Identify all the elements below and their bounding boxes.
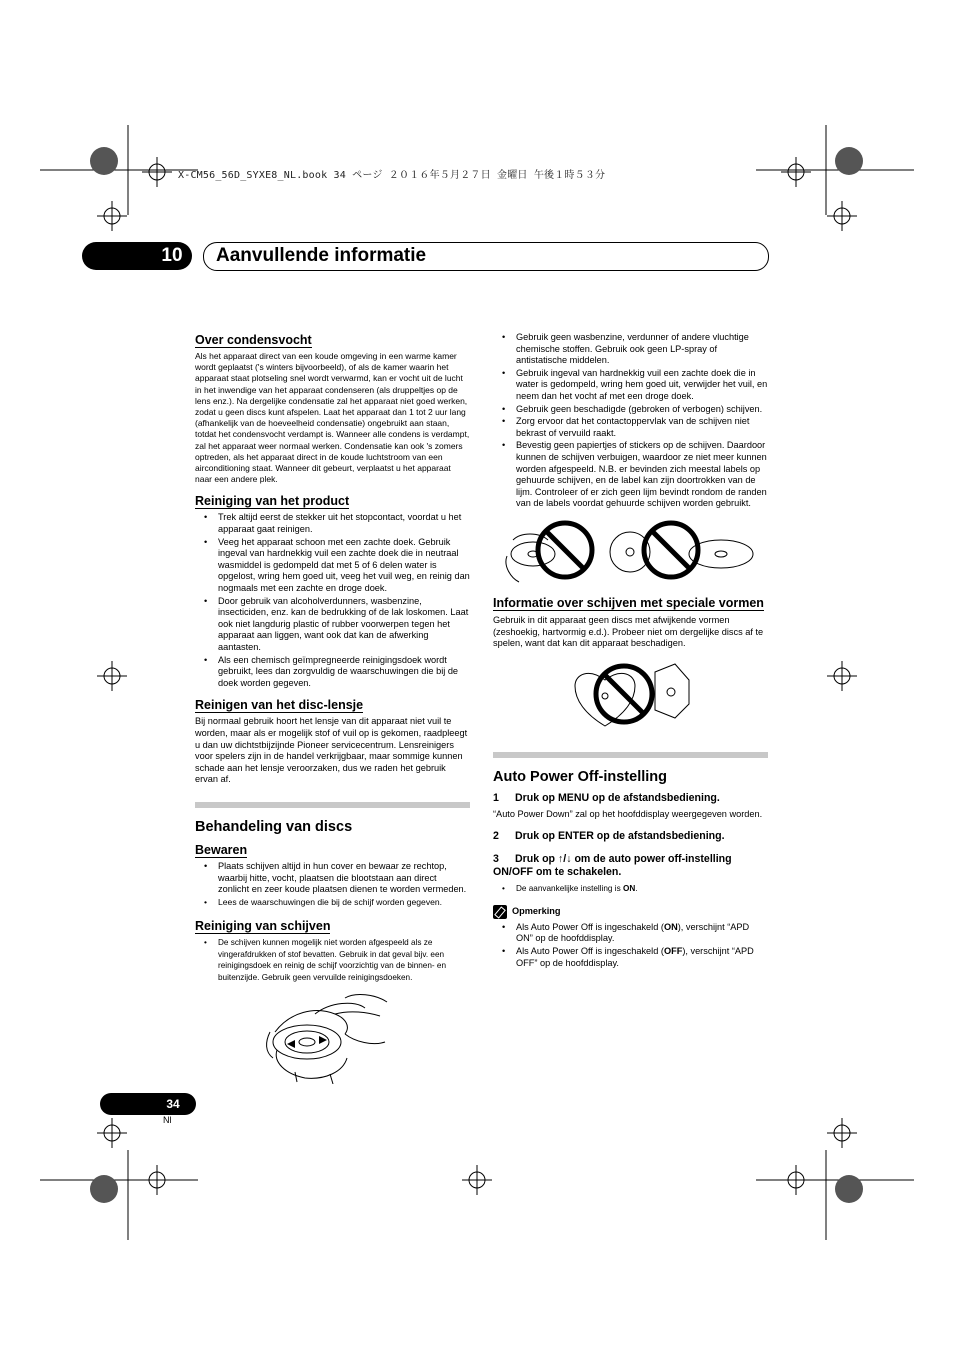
list-item: • Gebruik geen beschadigde (gebroken of verbogen) schijven. <box>493 404 768 416</box>
section-bar <box>493 752 768 758</box>
heading-bewaren: Bewaren <box>195 842 248 857</box>
reiniging-schijven-list <box>195 937 470 983</box>
chapter-number: 10 <box>161 245 183 266</box>
up-down-arrow-icon: ↑/↓ <box>557 853 572 866</box>
lensje-text: Bij normaal gebruik hoort het lensje van dit apparaat niet vuil te worden, maar als er mogelijk stof of vuil op is gekomen, raadpleegt u dan uw dichtstbijzijnde Pioneer servicecentrum. Lensreinigers voor spelers zijn in de handel verkrijgbaar, maar sommige kunnen schade aan het lensje veroorzaken, dus we raden het gebruik ervan af. <box>195 716 468 785</box>
note-heading: Opmerking <box>493 905 768 919</box>
heading-condensvocht: Over condensvocht <box>195 333 312 347</box>
note-list <box>493 922 768 969</box>
list-item: • Gebruik geen wasbenzine, verdunner of andere vluchtige chemische stoffen. Gebruik ook geen LP-spray of antistatische middelen. <box>493 332 768 367</box>
heading-auto-power-off: Auto Power Off-instelling <box>493 768 667 785</box>
list-item: • Lees de waarschuwingen die bij de schijf worden gegeven. <box>195 897 470 909</box>
list-item: • Als Auto Power Off is ingeschakeld (ON), verschijnt “APD ON” op de hoofddisplay. <box>493 922 768 945</box>
left-column <box>195 332 470 1084</box>
list-item: • Zorg ervoor dat het contactoppervlak van de schijven niet bekrast of vervuild raakt. <box>493 416 768 439</box>
page-number: 34 <box>166 1097 180 1111</box>
condens-text: Als het apparaat direct van een koude omgeving in een warme kamer wordt geplaatst ('s winters bijvoorbeeld), of als de kamer waarin het apparaat staat plotseling snel wordt verwarmd, kan er vocht uit de lucht in het inwendige van het apparaat condenseren (als druppeltjes op de lens enz.). Na dergelijke condensatie zal het apparaat niet goed werken, zodat u geen discs kunt afspelen. Laat het apparaat dan 1 tot 2 uur lang (afhankelijk van de hoeveelheid condensatie) ongebruikt aan staan, totdat het condensvocht verdampt is. Wanneer alle condens is verdampt, zal het apparaat weer normaal werken. Condensatie kan ook 's zomers optreden, als het apparaat direct in de koude luchtstroom van een airconditioning staat. Wanneer dit gebeurt, verplaatst u het apparaat naar een andere plek. <box>195 351 470 485</box>
list-item: • De aanvankelijke instelling is ON. <box>493 883 768 895</box>
heading-behandeling: Behandeling van discs <box>195 818 353 835</box>
list-item: • Veeg het apparaat schoon met een zachte doek. Gebruik ingeval van hardnekkig vuil een zachte doek die in neutraal wasmiddel is gedompeld dat met 5 of 6 delen water is opgelost, wring hem goed uit, veeg het vuil weg, en reinig dan nogmaals met een zachte en droge doek. <box>195 537 470 595</box>
page-language: Nl <box>163 1115 172 1125</box>
list-item: • Bevestig geen papiertjes of stickers op de schijven. Daardoor kunnen de schijven verbuigen, waardoor ze niet meer kunnen worden afgespeeld. N.B. er bevinden zich meestal labels op gehuurde schijven, en de label kan zijn doortrokken van de lijm. Controleer of er zich geen lijm bevindt rondom de randen van de labels voordat gehuurde schijven worden gebruikt. <box>493 440 768 510</box>
list-item: • Gebruik ingeval van hardnekkig vuil een zachte doek die in water is gedompeld, wring hem goed uit, verwijder het vuil, en neem dan het vocht af met een droge doek. <box>493 368 768 403</box>
reiniging-product-list <box>195 512 470 689</box>
list-item: • Als een chemisch geïmpregneerde reinigingsdoek wordt gebruikt, lees dan zorgvuldig de waarschuwingen die bij de doek worden gegeven. <box>195 655 470 690</box>
step-1: 1 Druk op MENU op de afstandsbediening. <box>493 791 720 804</box>
list-item: • De schijven kunnen mogelijk niet worden afgespeeld als ze vingerafdrukken of stof bevatten. Gebruik in dat geval bijv. een reinigingsdoek en reinig de schijf voorzichtig van de binnen- en buitenzijde. Gebruik geen vervuilde reinigingsdoeken. <box>195 937 470 983</box>
list-item: • Door gebruik van alcoholverdunners, wasbenzine, insecticiden, enz. kan de bedrukking of de lak loskomen. Laat ook niet langdurig plastic of rubber voorwerpen tegen het apparaat aan liggen, want ook dat kan de afwerking aantasten. <box>195 596 470 654</box>
heading-reiniging-schijven: Reiniging van schijven <box>195 919 331 934</box>
bewaren-list <box>195 861 470 908</box>
step-3: 3 Druk op ↑/↓ om de auto power off-instelling ON/OFF om te schakelen. <box>493 853 732 879</box>
list-item: • Plaats schijven altijd in hun cover en bewaar ze rechtop, waarbij hitte, vocht, plaatsen die blootstaan aan direct zonlicht en zeer koude plaatsen dienen te worden vermeden. <box>195 861 470 896</box>
heading-reiniging-product: Reiniging van het product <box>195 494 350 509</box>
chapter-title: Aanvullende informatie <box>216 245 427 266</box>
note-pencil-icon <box>493 905 507 919</box>
heading-disc-lensje: Reinigen van het disc-lensje <box>195 698 364 713</box>
list-item: • Trek altijd eerst de stekker uit het stopcontact, voordat u het apparaat gaat reinigen. <box>195 512 470 535</box>
schijven-care-list <box>493 332 768 510</box>
disc-cleaning-illustration <box>195 992 470 1084</box>
forbidden-disc-illustration <box>493 518 768 584</box>
list-item: • Als Auto Power Off is ingeschakeld (OFF), verschijnt “APD OFF” op de hoofddisplay. <box>493 946 768 969</box>
speciale-text: Gebruik in dit apparaat geen discs met afwijkende vormen (zeshoekig, hartvormig e.d.). Probeer niet om dergelijke discs af te spelen, want dat kan dit apparaat beschadigen. <box>493 614 764 649</box>
section-bar <box>195 802 470 808</box>
step-2: 2 Druk op ENTER op de afstandsbediening. <box>493 830 725 843</box>
special-shapes-illustration <box>493 656 768 734</box>
heading-speciale-vormen: Informatie over schijven met speciale vormen <box>493 595 764 610</box>
step-1-text: “Auto Power Down” zal op het hoofddisplay weergegeven worden. <box>493 808 763 819</box>
print-info-line: X-CM56_56D_SYXE8_NL.book 34 ページ ２０１６年５月２７日 金曜日 午後１時５３分 <box>178 170 606 181</box>
step-3-list <box>493 883 768 895</box>
right-column <box>493 332 768 977</box>
